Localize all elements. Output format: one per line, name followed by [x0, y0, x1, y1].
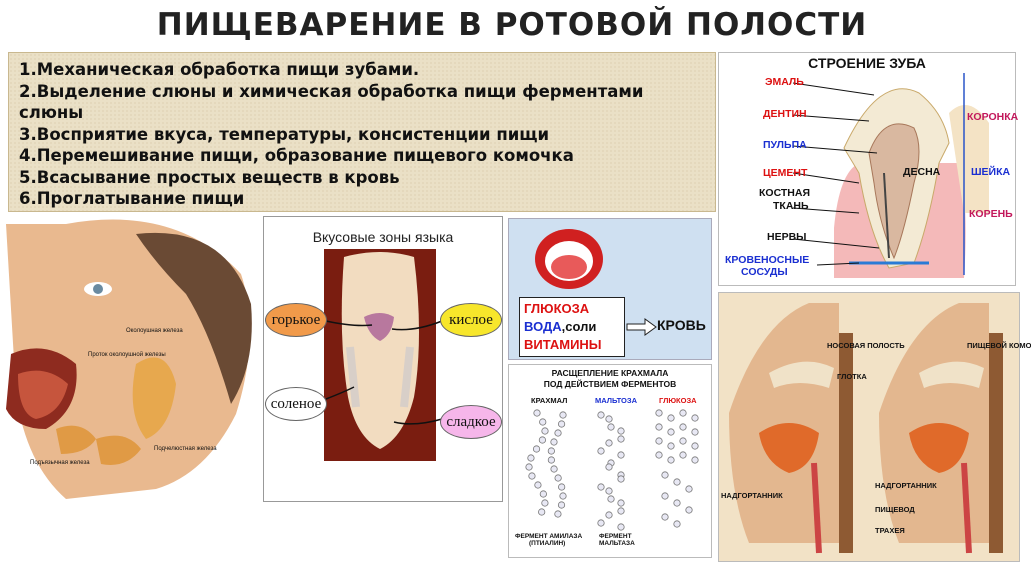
arrow-right-icon — [627, 319, 657, 335]
function-item: 3.Восприятие вкуса, температуры, консистенции пищи — [19, 124, 550, 144]
function-item: 4.Перемешивание пищи, образование пищевого комочка — [19, 146, 574, 165]
bead — [606, 464, 612, 470]
tooth-label-cement: ЦЕМЕНТ — [763, 167, 808, 179]
bead — [692, 457, 698, 463]
taste-sour: кислое — [440, 303, 502, 337]
bead — [528, 455, 534, 461]
absorption-panel — [508, 218, 712, 360]
bead — [535, 482, 541, 488]
label-parotid-duct: Проток околоушной железы — [88, 352, 166, 358]
bead — [598, 484, 604, 490]
bead — [680, 424, 686, 430]
function-item: 1.Механическая обработка пищи зубами. — [19, 60, 420, 79]
bead — [668, 415, 674, 421]
bead — [606, 512, 612, 518]
starch-title: РАСЩЕПЛЕНИЕ КРАХМАЛА ПОД ДЕЙСТВИЕМ ФЕРМЕНТОВ — [543, 368, 677, 389]
enzyme-amylase: ФЕРМЕНТ АМИЛАЗА (ПТИАЛИН) — [515, 533, 583, 547]
tooth-label-enamel: ЭМАЛЬ — [765, 76, 804, 88]
salivary-glands-panel — [6, 214, 260, 504]
bead — [656, 452, 662, 458]
bead — [618, 500, 624, 506]
function-item: 2.Выделение слюны и химическая обработка пищи ферментами — [19, 81, 644, 101]
bead — [680, 438, 686, 444]
bead — [668, 457, 674, 463]
tooth-title: СТРОЕНИЕ ЗУБА — [808, 55, 926, 71]
bead — [674, 521, 680, 527]
bead — [608, 496, 614, 502]
bead — [551, 466, 557, 472]
label-sublingual: Подъязычная железа — [30, 460, 90, 466]
bead — [618, 476, 624, 482]
open-mouth-icon — [509, 219, 713, 299]
tooth-label-vessels2: СОСУДЫ — [741, 266, 788, 278]
absorbed-substances-box — [519, 297, 625, 357]
tooth-label-crown: КОРОНКА — [967, 111, 1019, 123]
bead — [598, 412, 604, 418]
bead — [555, 511, 561, 517]
function-item: слюны — [19, 103, 84, 122]
col-maltose: МАЛЬТОЗА — [595, 396, 637, 405]
bead — [542, 428, 548, 434]
col-glucose: ГЛЮКОЗА — [659, 396, 697, 405]
substance-salts: ,соли — [561, 319, 597, 334]
bead — [618, 428, 624, 434]
bead — [668, 443, 674, 449]
bead — [529, 473, 535, 479]
bead — [606, 440, 612, 446]
bead — [608, 424, 614, 430]
taste-sweet: сладкое — [440, 405, 502, 439]
page-title: ПИЩЕВАРЕНИЕ В РОТОВОЙ ПОЛОСТИ — [156, 7, 868, 43]
bead — [656, 410, 662, 416]
bead — [618, 452, 624, 458]
bead — [674, 479, 680, 485]
bead — [692, 415, 698, 421]
tooth-label-tissue: ТКАНЬ — [773, 200, 809, 212]
functions-panel — [8, 52, 716, 212]
taste-zones-title: Вкусовые зоны языка — [312, 229, 454, 245]
label-food-bolus: ПИЩЕВОЙ КОМО — [967, 341, 1031, 350]
bead — [540, 419, 546, 425]
bead — [560, 412, 566, 418]
tooth-label-neck: ШЕЙКА — [971, 166, 1011, 178]
bead — [618, 508, 624, 514]
bead — [558, 502, 564, 508]
bead — [606, 416, 612, 422]
label-pharynx: ГЛОТКА — [837, 372, 867, 381]
bead — [692, 429, 698, 435]
enzyme-maltase: ФЕРМЕНТ МАЛЬТАЗА — [599, 533, 635, 547]
bead — [598, 520, 604, 526]
taste-salty: соленое — [265, 387, 327, 421]
label-epiglottis-1: НАДГОРТАННИК — [721, 491, 783, 500]
bead — [656, 424, 662, 430]
bead — [526, 464, 532, 470]
swallowing-section-panel — [718, 292, 1031, 562]
bead — [533, 446, 539, 452]
bead — [656, 438, 662, 444]
function-item: 6.Проглатывание пищи — [19, 189, 245, 208]
substance-glucose: ГЛЮКОЗА — [524, 301, 590, 316]
bead — [674, 500, 680, 506]
bead — [551, 439, 557, 445]
bead — [668, 429, 674, 435]
bead — [662, 472, 668, 478]
bead — [662, 514, 668, 520]
substance-water: ВОДА — [524, 319, 562, 334]
bead — [548, 448, 554, 454]
bead — [598, 448, 604, 454]
label-parotid: Околоушная железа — [126, 328, 183, 334]
bead — [558, 421, 564, 427]
label-nasal-cavity: НОСОВАЯ ПОЛОСТЬ — [827, 341, 905, 350]
tongue-illustration — [264, 217, 504, 503]
head-section-illustration — [719, 293, 1021, 563]
tooth-structure-panel — [718, 52, 1019, 286]
bead — [680, 410, 686, 416]
bead — [692, 443, 698, 449]
bead — [606, 488, 612, 494]
bead — [662, 493, 668, 499]
bead — [686, 507, 692, 513]
molecule-beads — [509, 365, 713, 559]
bead — [558, 484, 564, 490]
bead — [686, 486, 692, 492]
tooth-label-root: КОРЕНЬ — [969, 208, 1013, 220]
substance-vitamins: ВИТАМИНЫ — [524, 337, 602, 352]
taste-zones-panel — [263, 216, 503, 502]
bead — [540, 491, 546, 497]
bead — [555, 475, 561, 481]
bead — [555, 430, 561, 436]
function-item: 5.Всасывание простых веществ в кровь — [19, 167, 400, 187]
bead — [539, 437, 545, 443]
bead — [534, 410, 540, 416]
starch-breakdown-panel — [508, 364, 712, 558]
tooth-label-nerves: НЕРВЫ — [767, 231, 807, 243]
tooth-label-vessels: КРОВЕНОСНЫЕ — [725, 254, 810, 266]
taste-bitter: горькое — [265, 303, 327, 337]
tooth-label-dentin: ДЕНТИН — [763, 108, 807, 120]
label-epiglottis-2: НАДГОРТАННИК — [875, 481, 937, 490]
label-trachea: ТРАХЕЯ — [875, 526, 905, 535]
col-starch: КРАХМАЛ — [531, 396, 568, 405]
bead — [560, 493, 566, 499]
bead — [538, 509, 544, 515]
bead — [680, 452, 686, 458]
bead — [618, 524, 624, 530]
label-esophagus: ПИЩЕВОД — [875, 505, 915, 514]
tooth-label-bone: КОСТНАЯ — [759, 187, 811, 199]
label-submandibular: Подчелюстная железа — [154, 446, 217, 452]
tooth-label-pulp: ПУЛЬПА — [763, 139, 807, 151]
bead — [548, 457, 554, 463]
tooth-label-gum: ДЕСНА — [903, 166, 941, 178]
target-blood: КРОВЬ — [657, 317, 706, 333]
bead — [618, 436, 624, 442]
bead — [542, 500, 548, 506]
